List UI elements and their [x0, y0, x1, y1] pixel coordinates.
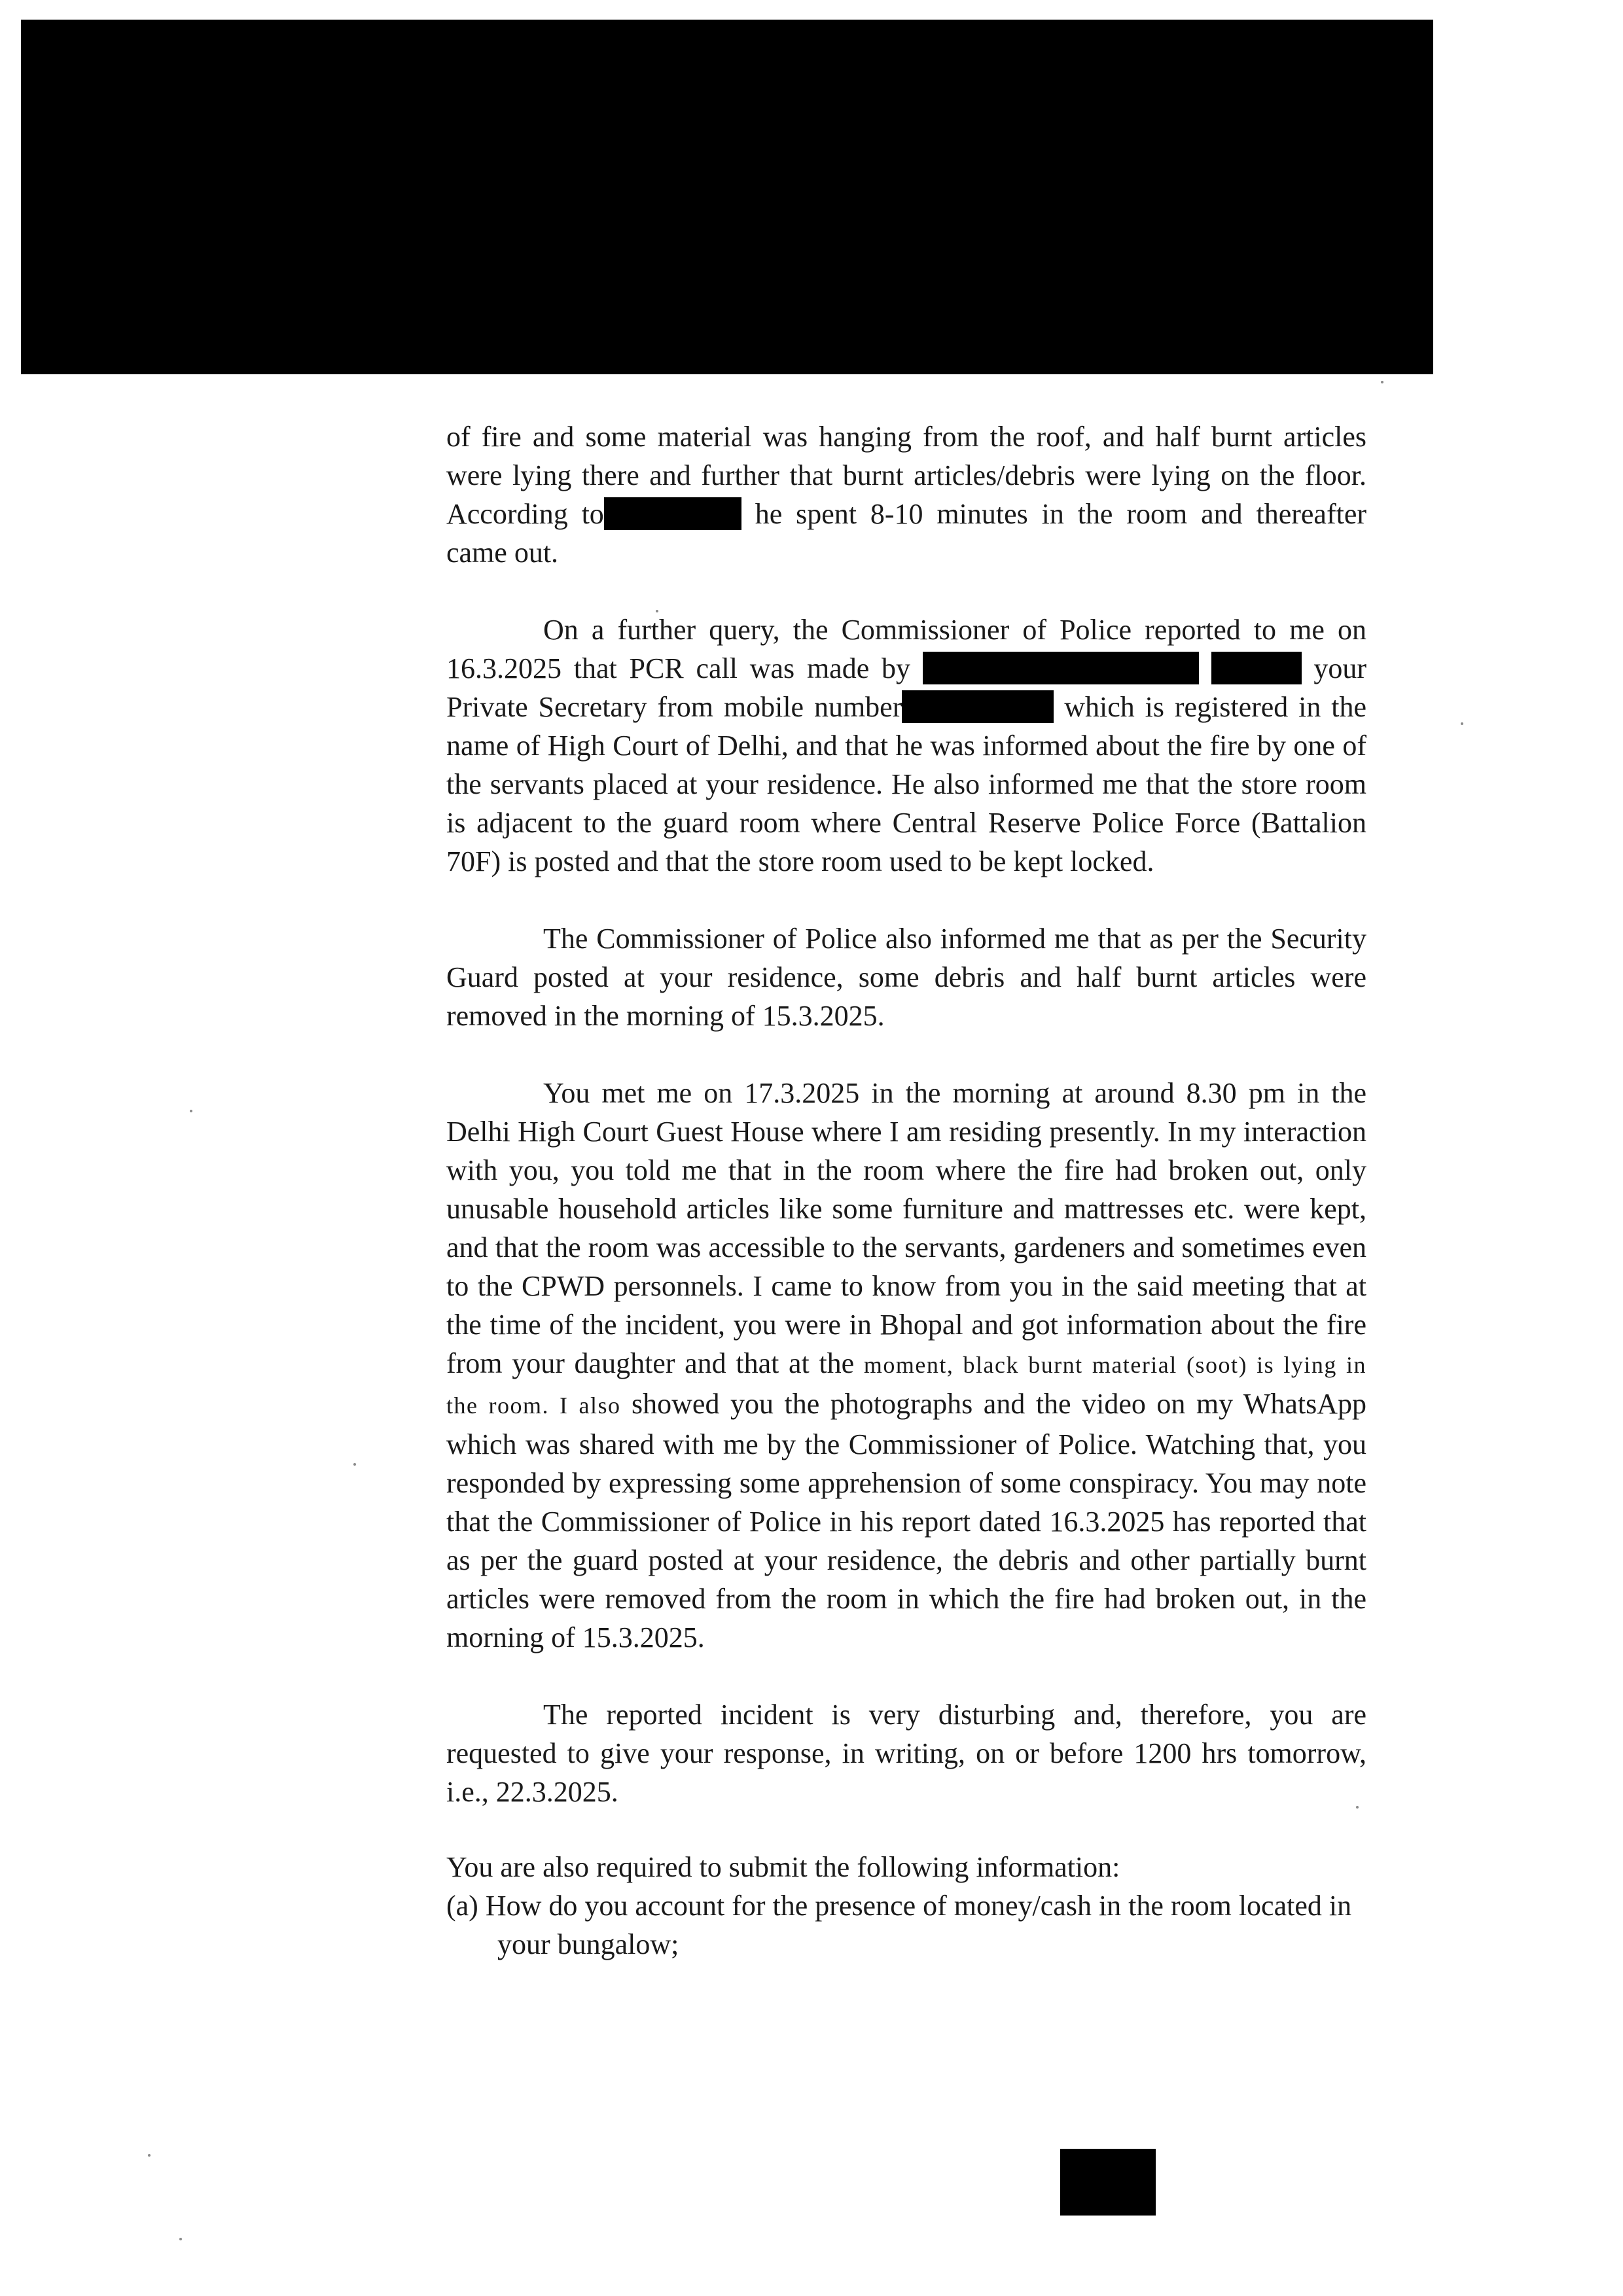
paragraph-text: of fire and some material was hanging from the roof, and half burnt articles were lying there and further that burnt articles/debris were lying on the floor. According to [446, 421, 1366, 530]
paragraph-text: showed you the photographs and the video on my WhatsApp which was shared with me by the Commissioner of Police. Watching that, you responded by expressing some apprehension of some conspiracy. You may note that the Commissioner of Police in his report dated 16.3.2025 has reported that as per the guard posted at your residence, the debris and other partially burnt articles were removed from the room in which the fire had broken out, in the morning of 15.3.2025. [446, 1388, 1367, 1653]
letter-body [446, 417, 1366, 1964]
mobile-number-redaction [902, 690, 1054, 723]
scan-speck [1461, 722, 1463, 725]
header-redaction [21, 20, 1433, 374]
scan-speck [1381, 381, 1383, 383]
scan-speck [353, 1463, 356, 1466]
name-redaction [923, 652, 1199, 684]
paragraph-pcr-call [446, 610, 1366, 881]
paragraph-text: your Private Secretary from mobile number [446, 652, 1367, 723]
paragraph-text: moment, black burnt material (soot) is lying in the room. I also [446, 1352, 1367, 1419]
paragraph-text: You met me on 17.3.2025 in the morning at around 8.30 pm in the Delhi High Court Guest House where I am residing presently. In my interaction with you, you told me that in the room where the fire had broken out, only unusable household articles like some furniture and mattresses etc. were kept, and that the room was accessible to the servants, gardeners and sometimes even to the CPWD personnels. I came to know from you in the said meeting that at the time of the incident, you were in Bhopal and got information about the fire from your daughter and that at the [446, 1077, 1366, 1379]
paragraph-information-intro: You are also required to submit the following information: [446, 1851, 1120, 1883]
name-redaction [1211, 652, 1302, 684]
scan-speck [179, 2238, 182, 2240]
scan-speck [656, 610, 658, 612]
paragraph-meeting [446, 1074, 1366, 1657]
paragraph-text: which is registered in the name of High Court of Delhi, and that he was informed about the fire by one of the servants placed at your residence. He also informed me that the store room is adjacent to the guard room where Central Reserve Police Force (Battalion 70F) is posted and that the store room used to be kept locked. [446, 691, 1367, 877]
name-redaction [604, 497, 741, 530]
signature-redaction [1060, 2149, 1156, 2216]
paragraph-security-guard: The Commissioner of Police also informed me that as per the Security Guard posted at your residence, some debris and half burnt articles were removed in the morning of 15.3.2025. [446, 923, 1366, 1032]
paragraph-text: On a further query, the Commissioner of Police reported to me on 16.3.2025 that PCR call was made by [446, 614, 1366, 684]
paragraph-fire-description [446, 417, 1366, 572]
list-item: (a) How do you account for the presence of money/cash in the room located in your bungalow; [446, 1890, 1352, 1960]
scan-speck [190, 1110, 192, 1112]
paragraph-text: he spent 8-10 minutes in the room and thereafter came out. [446, 498, 1367, 569]
scan-speck [1356, 1806, 1359, 1809]
paragraph-response-request: The reported incident is very disturbing and, therefore, you are requested to give your response, in writing, on or before 1200 hrs tomorrow, i.e., 22.3.2025. [446, 1699, 1366, 1808]
scan-speck [148, 2154, 151, 2157]
